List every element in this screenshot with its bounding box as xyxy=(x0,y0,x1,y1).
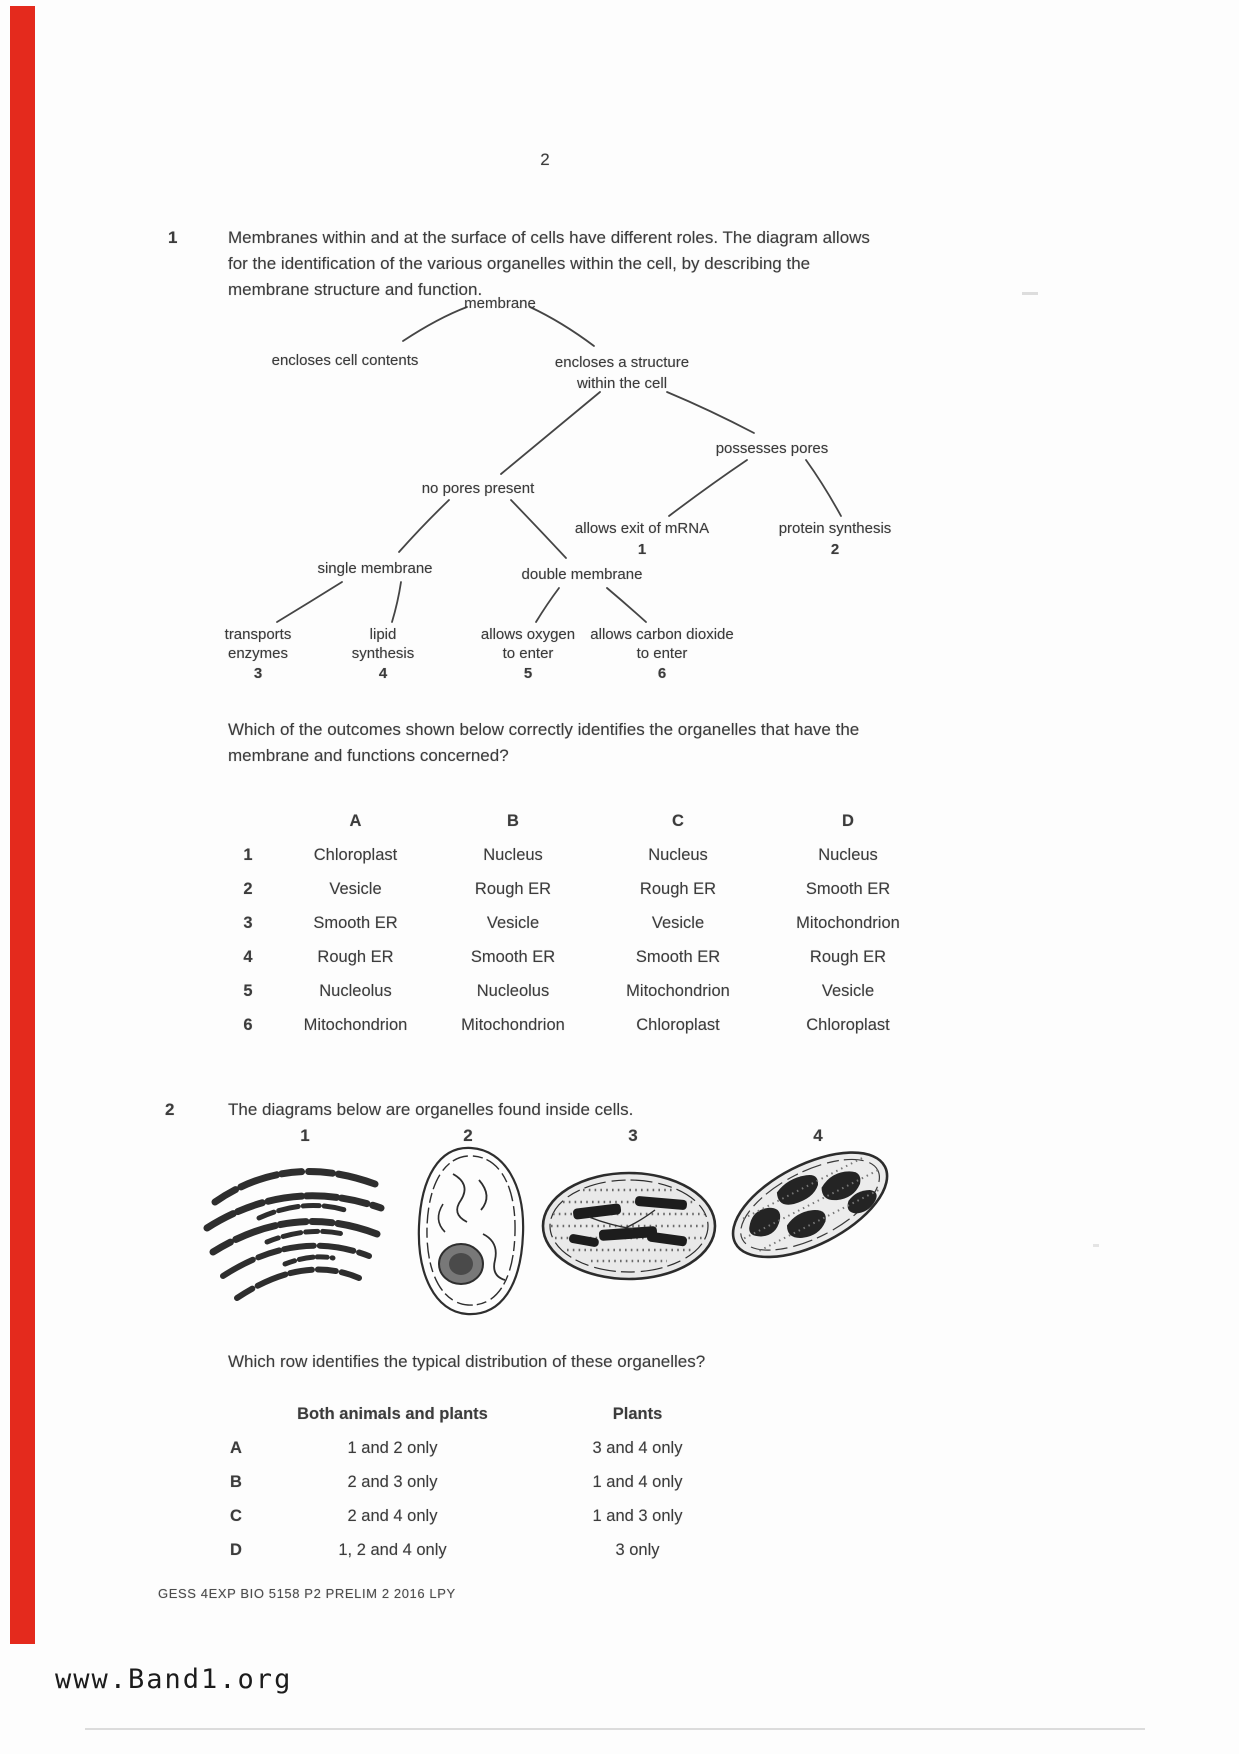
q1-row-number: 6 xyxy=(243,1016,253,1034)
tree-node-mrna-number: 1 xyxy=(637,541,647,558)
q2-row-letter: A xyxy=(230,1439,242,1457)
red-margin-bar xyxy=(10,6,35,1644)
tree-node-lipid-synthesis: synthesis xyxy=(351,645,415,662)
membrane-decision-tree xyxy=(170,290,930,690)
q2-number: 2 xyxy=(165,1100,175,1119)
q2-table-cell: 1 and 2 only xyxy=(347,1439,438,1457)
tree-node-oxygen-enter: allows oxygen xyxy=(480,626,576,643)
nucleus-figure xyxy=(419,1148,523,1314)
q1-row-number: 5 xyxy=(243,982,253,1000)
q1-table-cell: Smooth ER xyxy=(635,948,721,966)
q1-table-cell: Nucleolus xyxy=(319,982,392,1000)
q1-row-number: 4 xyxy=(243,948,253,966)
q1-table-cell: Rough ER xyxy=(317,948,394,966)
q2-row-letter: D xyxy=(230,1541,242,1559)
tree-node-co2-enter: to enter xyxy=(636,645,688,662)
q1-table-cell: Nucleus xyxy=(483,846,543,864)
tree-node-co2-enter: allows carbon dioxide xyxy=(590,626,734,643)
tree-node-oxygen-number: 5 xyxy=(523,665,533,682)
tree-node-double-membrane: double membrane xyxy=(521,566,643,583)
q2-table-header-both: Both animals and plants xyxy=(297,1405,488,1423)
q1-table-header-c: C xyxy=(672,812,684,830)
q1-text-line: for the identification of the various organelles within the cell, by describing the xyxy=(228,254,811,273)
q1-options-table xyxy=(218,812,933,1038)
q1-table-cell: Chloroplast xyxy=(806,1016,890,1034)
q1-table-cell: Mitochondrion xyxy=(461,1016,565,1034)
q2-table-cell: 1 and 4 only xyxy=(592,1473,683,1491)
q2-table-cell: 2 and 3 only xyxy=(347,1473,438,1491)
q1-table-cell: Rough ER xyxy=(474,880,552,898)
q1-table-cell: Rough ER xyxy=(639,880,717,898)
tree-node-membrane: membrane xyxy=(464,295,536,312)
q2-question: Which row identifies the typical distribution of these organelles? xyxy=(228,1352,706,1371)
tree-node-transports-enzymes: enzymes xyxy=(227,645,289,662)
tree-node-oxygen-enter: to enter xyxy=(502,645,554,662)
q2-table-cell: 1, 2 and 4 only xyxy=(338,1541,447,1559)
q1-table-cell: Vesicle xyxy=(486,914,540,932)
golgi-apparatus-figure xyxy=(207,1172,381,1298)
tree-node-co2-number: 6 xyxy=(657,665,667,682)
q1-table-cell: Vesicle xyxy=(329,880,382,898)
q2-text: The diagrams below are organelles found inside cells. xyxy=(228,1100,634,1119)
tree-node-lipid-number: 4 xyxy=(378,665,388,682)
tree-node-mrna-exit: allows exit of mRNA xyxy=(574,520,710,537)
q1-table-cell: Chloroplast xyxy=(636,1016,720,1034)
tree-node-lipid-synthesis: lipid xyxy=(369,626,397,643)
q1-question-line: Which of the outcomes shown below correctly identifies the organelles that have the xyxy=(228,720,860,739)
q1-table-cell: Smooth ER xyxy=(313,914,398,932)
q1-text-line: membrane structure and function. xyxy=(228,280,483,299)
q1-table-header-d: D xyxy=(842,812,854,830)
q1-table-header-a: A xyxy=(349,812,362,830)
q1-text-line: Membranes within and at the surface of cells have different roles. The diagram allows xyxy=(228,228,870,247)
exam-paper-footer: GESS 4EXP BIO 5158 P2 PRELIM 2 2016 LPY xyxy=(158,1586,456,1601)
q1-table-header-b: B xyxy=(507,812,519,830)
watermark: www.Band1.org xyxy=(55,1664,293,1695)
q1-table-cell: Mitochondrion xyxy=(303,1016,408,1034)
tree-node-encloses-cell-contents: encloses cell contents xyxy=(271,352,419,369)
q1-table-cell: Nucleus xyxy=(648,846,708,864)
organelle-figures xyxy=(195,1142,915,1332)
q1-table-cell: Vesicle xyxy=(651,914,705,932)
q2-table-cell: 3 only xyxy=(615,1541,660,1559)
q2-table-cell: 3 and 4 only xyxy=(592,1439,683,1457)
tree-node-protein-number: 2 xyxy=(830,541,840,558)
tree-node-transports-number: 3 xyxy=(253,665,263,682)
q1-table-cell: Vesicle xyxy=(821,982,875,1000)
q1-row-number: 1 xyxy=(243,846,253,864)
page-number: 2 xyxy=(540,150,550,169)
q2-table-cell: 1 and 3 only xyxy=(592,1507,683,1525)
tree-node-no-pores: no pores present xyxy=(421,480,535,497)
q2-distribution-table xyxy=(212,1405,750,1564)
q2-table-header-plants: Plants xyxy=(612,1405,663,1423)
figure-label-4: 4 xyxy=(813,1126,823,1145)
q1-table-cell: Smooth ER xyxy=(805,880,891,898)
scan-artifact xyxy=(1022,292,1038,295)
q2-row-letter: C xyxy=(230,1507,242,1525)
tree-node-single-membrane: single membrane xyxy=(317,560,433,577)
tree-node-protein-synthesis: protein synthesis xyxy=(778,520,892,537)
q1-row-number: 2 xyxy=(243,880,253,898)
q1-table-corner xyxy=(218,812,278,834)
q1-table-cell: Mitochondrion xyxy=(626,982,730,1000)
mitochondrion-figure xyxy=(717,1142,903,1279)
figure-label-1: 1 xyxy=(300,1126,310,1145)
q1-table-cell: Rough ER xyxy=(809,948,887,966)
q2-table-corner xyxy=(212,1405,260,1428)
q1-table-cell: Nucleolus xyxy=(476,982,550,1000)
q2-row-letter: B xyxy=(230,1473,242,1491)
figure-label-3: 3 xyxy=(628,1126,638,1145)
tree-node-transports-enzymes: transports xyxy=(224,626,292,643)
q1-table-cell: Smooth ER xyxy=(470,948,556,966)
q1-table-cell: Chloroplast xyxy=(313,846,398,864)
q1-number: 1 xyxy=(168,228,178,247)
scan-edge-line xyxy=(85,1728,1145,1730)
scan-artifact xyxy=(1093,1244,1099,1247)
tree-node-encloses-structure: within the cell xyxy=(576,375,668,392)
q2-table-cell: 2 and 4 only xyxy=(347,1507,438,1525)
figure-label-2: 2 xyxy=(463,1126,473,1145)
chloroplast-figure xyxy=(543,1173,715,1279)
q1-question-line: membrane and functions concerned? xyxy=(228,746,509,765)
tree-node-possesses-pores: possesses pores xyxy=(715,440,829,457)
q1-row-number: 3 xyxy=(243,914,253,932)
q1-table-cell: Mitochondrion xyxy=(796,914,900,932)
tree-node-encloses-structure: encloses a structure xyxy=(554,354,690,371)
q1-table-cell: Nucleus xyxy=(818,846,878,864)
